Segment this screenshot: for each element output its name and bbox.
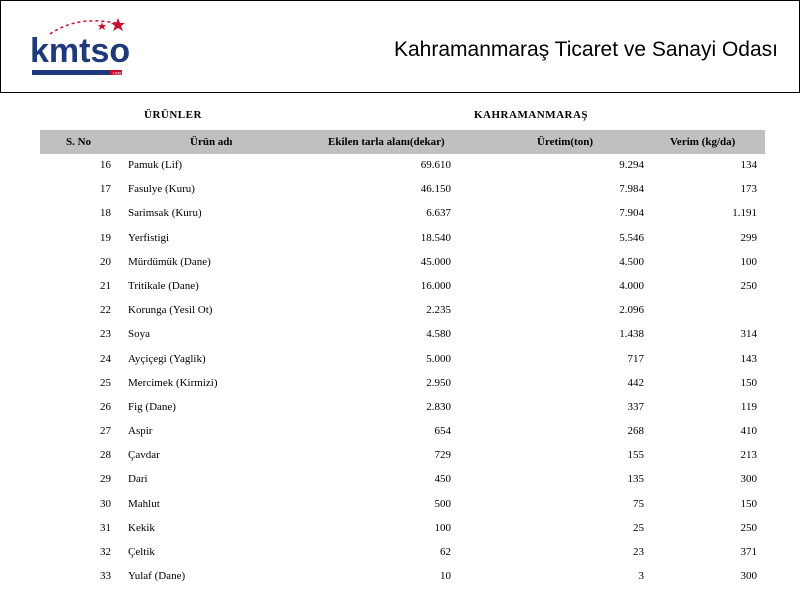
table-row (40, 348, 765, 372)
column-group-row (0, 109, 800, 125)
cell-yield: 1.191 (732, 207, 757, 220)
cell-no: 28 (100, 449, 111, 462)
cell-name: Korunga (Yesil Ot) (128, 304, 213, 317)
table-row (40, 517, 765, 541)
table-row (40, 323, 765, 347)
group-products: ÜRÜNLER (144, 109, 202, 121)
table-row (40, 299, 765, 323)
table-row (40, 275, 765, 299)
cell-yield: 150 (740, 376, 757, 389)
table-row (40, 154, 765, 178)
cell-yield: 300 (740, 473, 757, 486)
cell-production: 2.096 (619, 304, 644, 317)
table-row (40, 227, 765, 251)
col-production: Üretim(ton) (537, 136, 593, 148)
cell-area: 450 (434, 473, 451, 486)
table-row (40, 202, 765, 226)
cell-no: 24 (100, 352, 111, 365)
cell-area: 4.580 (426, 328, 451, 341)
cell-production: 135 (627, 473, 644, 486)
cell-area: 10 (440, 570, 451, 583)
cell-name: Dari (128, 473, 148, 486)
table-row (40, 420, 765, 444)
cell-name: Sarimsak (Kuru) (128, 207, 202, 220)
cell-name: Fig (Dane) (128, 400, 176, 413)
cell-production: 5.546 (619, 231, 644, 244)
col-yield: Verim (kg/da) (670, 136, 736, 148)
cell-no: 19 (100, 231, 111, 244)
table-row (40, 541, 765, 565)
cell-name: Çeltik (128, 546, 155, 558)
cell-production: 4.500 (619, 255, 644, 268)
col-area: Ekilen tarla alanı(dekar) (328, 136, 445, 148)
cell-yield: 100 (740, 255, 757, 268)
cell-no: 29 (100, 473, 111, 486)
kmtso-logo (30, 16, 130, 78)
cell-yield: 134 (740, 159, 757, 171)
cell-production: 717 (627, 352, 644, 365)
cell-production: 1.438 (619, 328, 644, 341)
cell-no: 32 (100, 546, 111, 558)
cell-name: Ayçiçegi (Yaglik) (128, 352, 206, 365)
col-no: S. No (66, 136, 92, 148)
cell-no: 22 (100, 304, 111, 317)
cell-production: 4.000 (619, 279, 644, 292)
logo-wordmark: kmtso (30, 32, 130, 70)
table-row (40, 372, 765, 396)
cell-production: 155 (627, 449, 644, 462)
cell-yield: 299 (740, 231, 757, 244)
cell-production: 75 (633, 497, 644, 510)
cell-area: 46.150 (420, 183, 451, 196)
cell-name: Aspir (128, 425, 153, 438)
cell-yield: 314 (740, 328, 757, 341)
cell-no: 25 (100, 376, 111, 389)
cell-production: 25 (633, 521, 644, 534)
cell-yield: 250 (740, 279, 757, 292)
table-row (40, 493, 765, 517)
cell-name: Tritikale (Dane) (128, 279, 199, 292)
cell-area: 729 (434, 449, 451, 462)
cell-area: 62 (440, 546, 451, 558)
cell-no: 16 (100, 159, 111, 171)
cell-yield: 143 (740, 352, 757, 365)
cell-no: 21 (100, 279, 111, 292)
cell-area: 69.610 (420, 159, 451, 171)
page-title: Kahramanmaraş Ticaret ve Sanayi Odası (393, 38, 778, 61)
cell-name: Çavdar (128, 449, 160, 462)
cell-no: 17 (100, 183, 111, 196)
cell-name: Yulaf (Dane) (128, 570, 186, 583)
cell-name: Kekik (128, 521, 155, 534)
table-header (40, 130, 765, 154)
cell-name: Yerfistigi (128, 231, 170, 244)
cell-area: 6.637 (426, 207, 451, 220)
cell-production: 3 (638, 570, 644, 583)
cell-name: Pamuk (Lif) (128, 159, 183, 171)
cell-yield: 250 (740, 521, 757, 534)
logo-year: 1936 (112, 70, 122, 76)
cell-production: 7.984 (619, 183, 644, 196)
table-row (40, 444, 765, 468)
cell-area: 100 (434, 521, 451, 534)
cell-yield: 173 (740, 183, 757, 196)
cell-name: Mercimek (Kirmizi) (128, 376, 218, 389)
cell-name: Mürdümük (Dane) (128, 255, 211, 268)
cell-no: 18 (100, 207, 111, 220)
cell-production: 9.294 (619, 159, 644, 171)
cell-no: 33 (100, 570, 111, 583)
cell-production: 442 (627, 376, 644, 389)
cell-name: Mahlut (128, 497, 160, 510)
cell-area: 5.000 (426, 352, 451, 365)
cell-no: 27 (100, 425, 111, 438)
cell-area: 2.235 (426, 304, 451, 317)
cell-production: 268 (627, 425, 644, 438)
cell-no: 30 (100, 497, 111, 510)
cell-production: 337 (627, 400, 644, 413)
header-divider (0, 92, 800, 93)
table-row (40, 468, 765, 492)
cell-yield: 300 (740, 570, 757, 583)
cell-area: 16.000 (420, 279, 451, 292)
table-row (40, 565, 765, 589)
table-row (40, 178, 765, 202)
cell-production: 23 (633, 546, 644, 558)
cell-area: 2.830 (426, 400, 451, 413)
group-region: KAHRAMANMARAŞ (474, 109, 589, 121)
col-name: Ürün adı (190, 136, 233, 148)
table-body (40, 154, 765, 589)
cell-area: 500 (434, 497, 451, 510)
cell-area: 45.000 (420, 255, 451, 268)
cell-name: Soya (128, 328, 150, 341)
cell-yield: 119 (740, 400, 757, 413)
cell-production: 7.904 (619, 207, 644, 220)
cell-yield: 150 (740, 497, 757, 510)
cell-no: 26 (100, 400, 111, 413)
cell-no: 23 (100, 328, 111, 341)
cell-no: 20 (100, 255, 111, 268)
cell-no: 31 (100, 521, 111, 534)
cell-yield: 213 (740, 449, 757, 462)
cell-yield: 371 (740, 546, 757, 558)
cell-area: 654 (434, 425, 451, 438)
table-row (40, 396, 765, 420)
cell-area: 18.540 (420, 231, 451, 244)
cell-name: Fasulye (Kuru) (128, 183, 195, 196)
table-row (40, 251, 765, 275)
cell-yield: 410 (740, 425, 757, 438)
cell-area: 2.950 (426, 376, 451, 389)
